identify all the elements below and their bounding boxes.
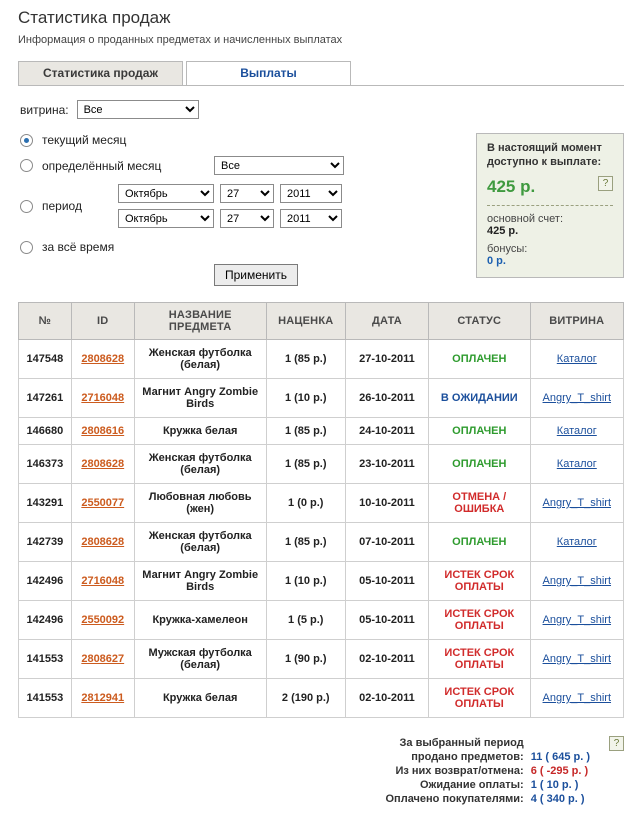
cell-markup: 1 (85 р.) [266, 445, 345, 484]
cell-number: 142496 [19, 562, 72, 601]
cell-date: 23-10-2011 [345, 445, 428, 484]
cell-markup: 1 (10 р.) [266, 379, 345, 418]
item-id-link[interactable]: 2550092 [81, 614, 125, 626]
cell-name: Любовная любовь (жен) [134, 484, 266, 523]
cell-status [429, 640, 531, 679]
table-row [19, 601, 624, 640]
cell-name: Кружка-хамелеон [134, 601, 266, 640]
cell-vitrina [530, 418, 623, 445]
summary-table [386, 736, 591, 806]
cell-number: 142739 [19, 523, 72, 562]
help-icon[interactable]: ? [598, 176, 613, 191]
cell-vitrina [530, 484, 623, 523]
cell-name: Кружка белая [134, 679, 266, 718]
cell-id [71, 640, 134, 679]
item-id-link[interactable]: 2808628 [81, 353, 125, 365]
cell-date: 26-10-2011 [345, 379, 428, 418]
all-time-label: за всё время [42, 240, 115, 254]
summary-table-body [386, 736, 591, 806]
status-badge: ИСТЕК СРОК ОПЛАТЫ [444, 569, 515, 593]
summary-key: продано предметов: [411, 751, 524, 763]
cell-vitrina [530, 340, 623, 379]
sales-table [18, 302, 624, 718]
summary-value: 1 ( 10 р. ) [530, 779, 579, 791]
cell-status [429, 445, 531, 484]
cell-markup: 1 (90 р.) [266, 640, 345, 679]
period-label: период [42, 199, 82, 213]
period-to-day-select[interactable] [220, 209, 274, 228]
tab-bar [18, 62, 624, 86]
period-from-line [118, 184, 342, 203]
table-row [19, 562, 624, 601]
summary-period-row [386, 736, 591, 750]
cell-date: 24-10-2011 [345, 418, 428, 445]
tab-payouts[interactable]: Выплаты [186, 61, 351, 85]
status-badge: ОТМЕНА / ОШИБКА [452, 491, 507, 515]
cell-vitrina [530, 445, 623, 484]
tab-sales-statistics[interactable]: Статистика продаж [18, 61, 183, 85]
radio-period[interactable] [20, 200, 33, 213]
col-date: ДАТА [345, 303, 428, 340]
cell-date: 05-10-2011 [345, 601, 428, 640]
cell-markup: 1 (0 р.) [266, 484, 345, 523]
table-row [19, 379, 624, 418]
status-badge: ОПЛАЧЕН [452, 353, 507, 365]
cell-name: Женская футболка (белая) [134, 340, 266, 379]
cell-status [429, 484, 531, 523]
cell-number: 142496 [19, 601, 72, 640]
vitrina-select[interactable] [77, 100, 199, 119]
col-number: № [19, 303, 72, 340]
vitrina-link[interactable]: Каталог [556, 458, 597, 470]
table-row [19, 640, 624, 679]
cell-status [429, 418, 531, 445]
vitrina-link[interactable]: Каталог [556, 353, 597, 365]
status-badge: ИСТЕК СРОК ОПЛАТЫ [444, 608, 515, 632]
vitrina-link[interactable]: Каталог [556, 425, 597, 437]
cell-status [429, 679, 531, 718]
period-to-year-select[interactable] [280, 209, 342, 228]
cell-name: Магнит Angry Zombie Birds [134, 562, 266, 601]
balance-panel [476, 133, 624, 278]
table-row [19, 340, 624, 379]
cell-id [71, 379, 134, 418]
period-from-month-select[interactable] [118, 184, 214, 203]
balance-caption: В настоящий момент доступно к выплате: [487, 142, 602, 168]
period-selectors [118, 184, 342, 228]
period-from-day-select[interactable] [220, 184, 274, 203]
cell-status [429, 379, 531, 418]
specific-month-label: определённый месяц [42, 158, 162, 173]
radio-specific-month[interactable] [20, 159, 33, 172]
apply-button[interactable]: Применить [214, 264, 298, 286]
status-badge: ИСТЕК СРОК ОПЛАТЫ [444, 647, 515, 671]
cell-number: 147261 [19, 379, 72, 418]
main-account-value: 425 р. [487, 224, 519, 237]
summary-row [386, 792, 591, 806]
cell-id [71, 484, 134, 523]
radio-all-time[interactable] [20, 241, 33, 254]
main-account-label: основной счет: [487, 212, 564, 225]
cell-date: 10-10-2011 [345, 484, 428, 523]
col-markup: НАЦЕНКА [266, 303, 345, 340]
bonus-label: бонусы: [487, 242, 528, 255]
vitrina-link[interactable]: Angry_T_shirt [542, 614, 612, 626]
table-row [19, 679, 624, 718]
vitrina-link[interactable]: Каталог [556, 536, 597, 548]
summary-row [386, 750, 591, 764]
cell-vitrina [530, 679, 623, 718]
cell-status [429, 601, 531, 640]
item-id-link[interactable]: 2808628 [81, 536, 125, 548]
current-month-label: текущий месяц [42, 133, 127, 147]
col-id: ID [71, 303, 134, 340]
summary-row [386, 778, 591, 792]
summary-value: 11 ( 645 р. ) [530, 751, 590, 763]
cell-markup: 1 (85 р.) [266, 523, 345, 562]
tab-filler [354, 84, 624, 85]
cell-status [429, 523, 531, 562]
cell-number: 147548 [19, 340, 72, 379]
cell-markup: 2 (190 р.) [266, 679, 345, 718]
period-to-month-select[interactable] [118, 209, 214, 228]
cell-vitrina [530, 523, 623, 562]
status-badge: ОПЛАЧЕН [452, 458, 507, 470]
cell-name: Женская футболка (белая) [134, 445, 266, 484]
summary-key: Оплачено покупателями: [385, 793, 524, 805]
cell-name: Кружка белая [134, 418, 266, 445]
period-to-line [118, 209, 342, 228]
cell-id [71, 418, 134, 445]
page-title: Статистика продаж [18, 8, 171, 27]
cell-date: 27-10-2011 [345, 340, 428, 379]
cell-number: 141553 [19, 679, 72, 718]
cell-name: Магнит Angry Zombie Birds [134, 379, 266, 418]
table-row [19, 418, 624, 445]
vitrina-link[interactable]: Angry_T_shirt [542, 497, 612, 509]
bonus-value: 0 р. [487, 254, 506, 267]
item-id-link[interactable]: 2808627 [81, 653, 125, 665]
status-badge: В ОЖИДАНИИ [440, 392, 518, 404]
balance-divider [487, 205, 613, 206]
item-id-link[interactable]: 2716048 [81, 392, 125, 404]
vitrina-label: витрина: [20, 102, 69, 117]
cell-vitrina [530, 562, 623, 601]
vitrina-row [20, 100, 642, 119]
table-row [19, 484, 624, 523]
page-subtitle: Информация о проданных предметах и начисленных выплатах [18, 34, 343, 46]
item-id-link[interactable]: 2550077 [81, 497, 125, 509]
cell-name: Женская футболка (белая) [134, 523, 266, 562]
cell-status [429, 562, 531, 601]
cell-vitrina [530, 640, 623, 679]
cell-markup: 1 (10 р.) [266, 562, 345, 601]
table-header-row [19, 303, 624, 340]
cell-vitrina [530, 601, 623, 640]
col-name: НАЗВАНИЕ ПРЕДМЕТА [134, 303, 266, 340]
item-id-link[interactable]: 2808628 [81, 458, 125, 470]
col-status: СТАТУС [429, 303, 531, 340]
summary-period-label: За выбранный период [399, 737, 524, 749]
period-from-year-select[interactable] [280, 184, 342, 203]
cell-id [71, 679, 134, 718]
item-id-link[interactable]: 2808616 [81, 425, 125, 437]
status-badge: ИСТЕК СРОК ОПЛАТЫ [444, 686, 515, 710]
summary-value: 4 ( 340 р. ) [530, 793, 585, 805]
vitrina-link[interactable]: Angry_T_shirt [542, 392, 612, 404]
cell-id [71, 601, 134, 640]
cell-name: Мужская футболка (белая) [134, 640, 266, 679]
status-badge: ОПЛАЧЕН [452, 536, 507, 548]
table-row [19, 523, 624, 562]
radio-current-month[interactable] [20, 134, 33, 147]
sales-table-head [19, 303, 624, 340]
vitrina-link[interactable]: Angry_T_shirt [542, 653, 612, 665]
summary-key: Из них возврат/отмена: [395, 765, 524, 777]
cell-id [71, 445, 134, 484]
sales-table-body [19, 340, 624, 718]
summary-value: 6 ( -295 р. ) [530, 765, 589, 777]
item-id-link[interactable]: 2716048 [81, 575, 125, 587]
vitrina-link[interactable]: Angry_T_shirt [542, 575, 612, 587]
cell-status [429, 340, 531, 379]
cell-date: 02-10-2011 [345, 679, 428, 718]
summary-help-icon[interactable]: ? [609, 736, 624, 751]
status-badge: ОПЛАЧЕН [452, 425, 507, 437]
cell-markup: 1 (5 р.) [266, 601, 345, 640]
cell-date: 07-10-2011 [345, 523, 428, 562]
summary-key: Ожидание оплаты: [419, 779, 524, 791]
cell-number: 141553 [19, 640, 72, 679]
cell-markup: 1 (85 р.) [266, 340, 345, 379]
cell-markup: 1 (85 р.) [266, 418, 345, 445]
cell-number: 146680 [19, 418, 72, 445]
specific-month-select[interactable] [214, 156, 344, 175]
summary-panel [18, 736, 624, 806]
cell-date: 02-10-2011 [345, 640, 428, 679]
cell-number: 143291 [19, 484, 72, 523]
cell-id [71, 523, 134, 562]
col-vitrina: ВИТРИНА [530, 303, 623, 340]
balance-amount: 425 р. [487, 176, 536, 196]
cell-vitrina [530, 379, 623, 418]
cell-number: 146373 [19, 445, 72, 484]
table-row [19, 445, 624, 484]
cell-date: 05-10-2011 [345, 562, 428, 601]
summary-row [386, 764, 591, 778]
cell-id [71, 340, 134, 379]
item-id-link[interactable]: 2812941 [81, 692, 125, 704]
vitrina-link[interactable]: Angry_T_shirt [542, 692, 612, 704]
cell-id [71, 562, 134, 601]
